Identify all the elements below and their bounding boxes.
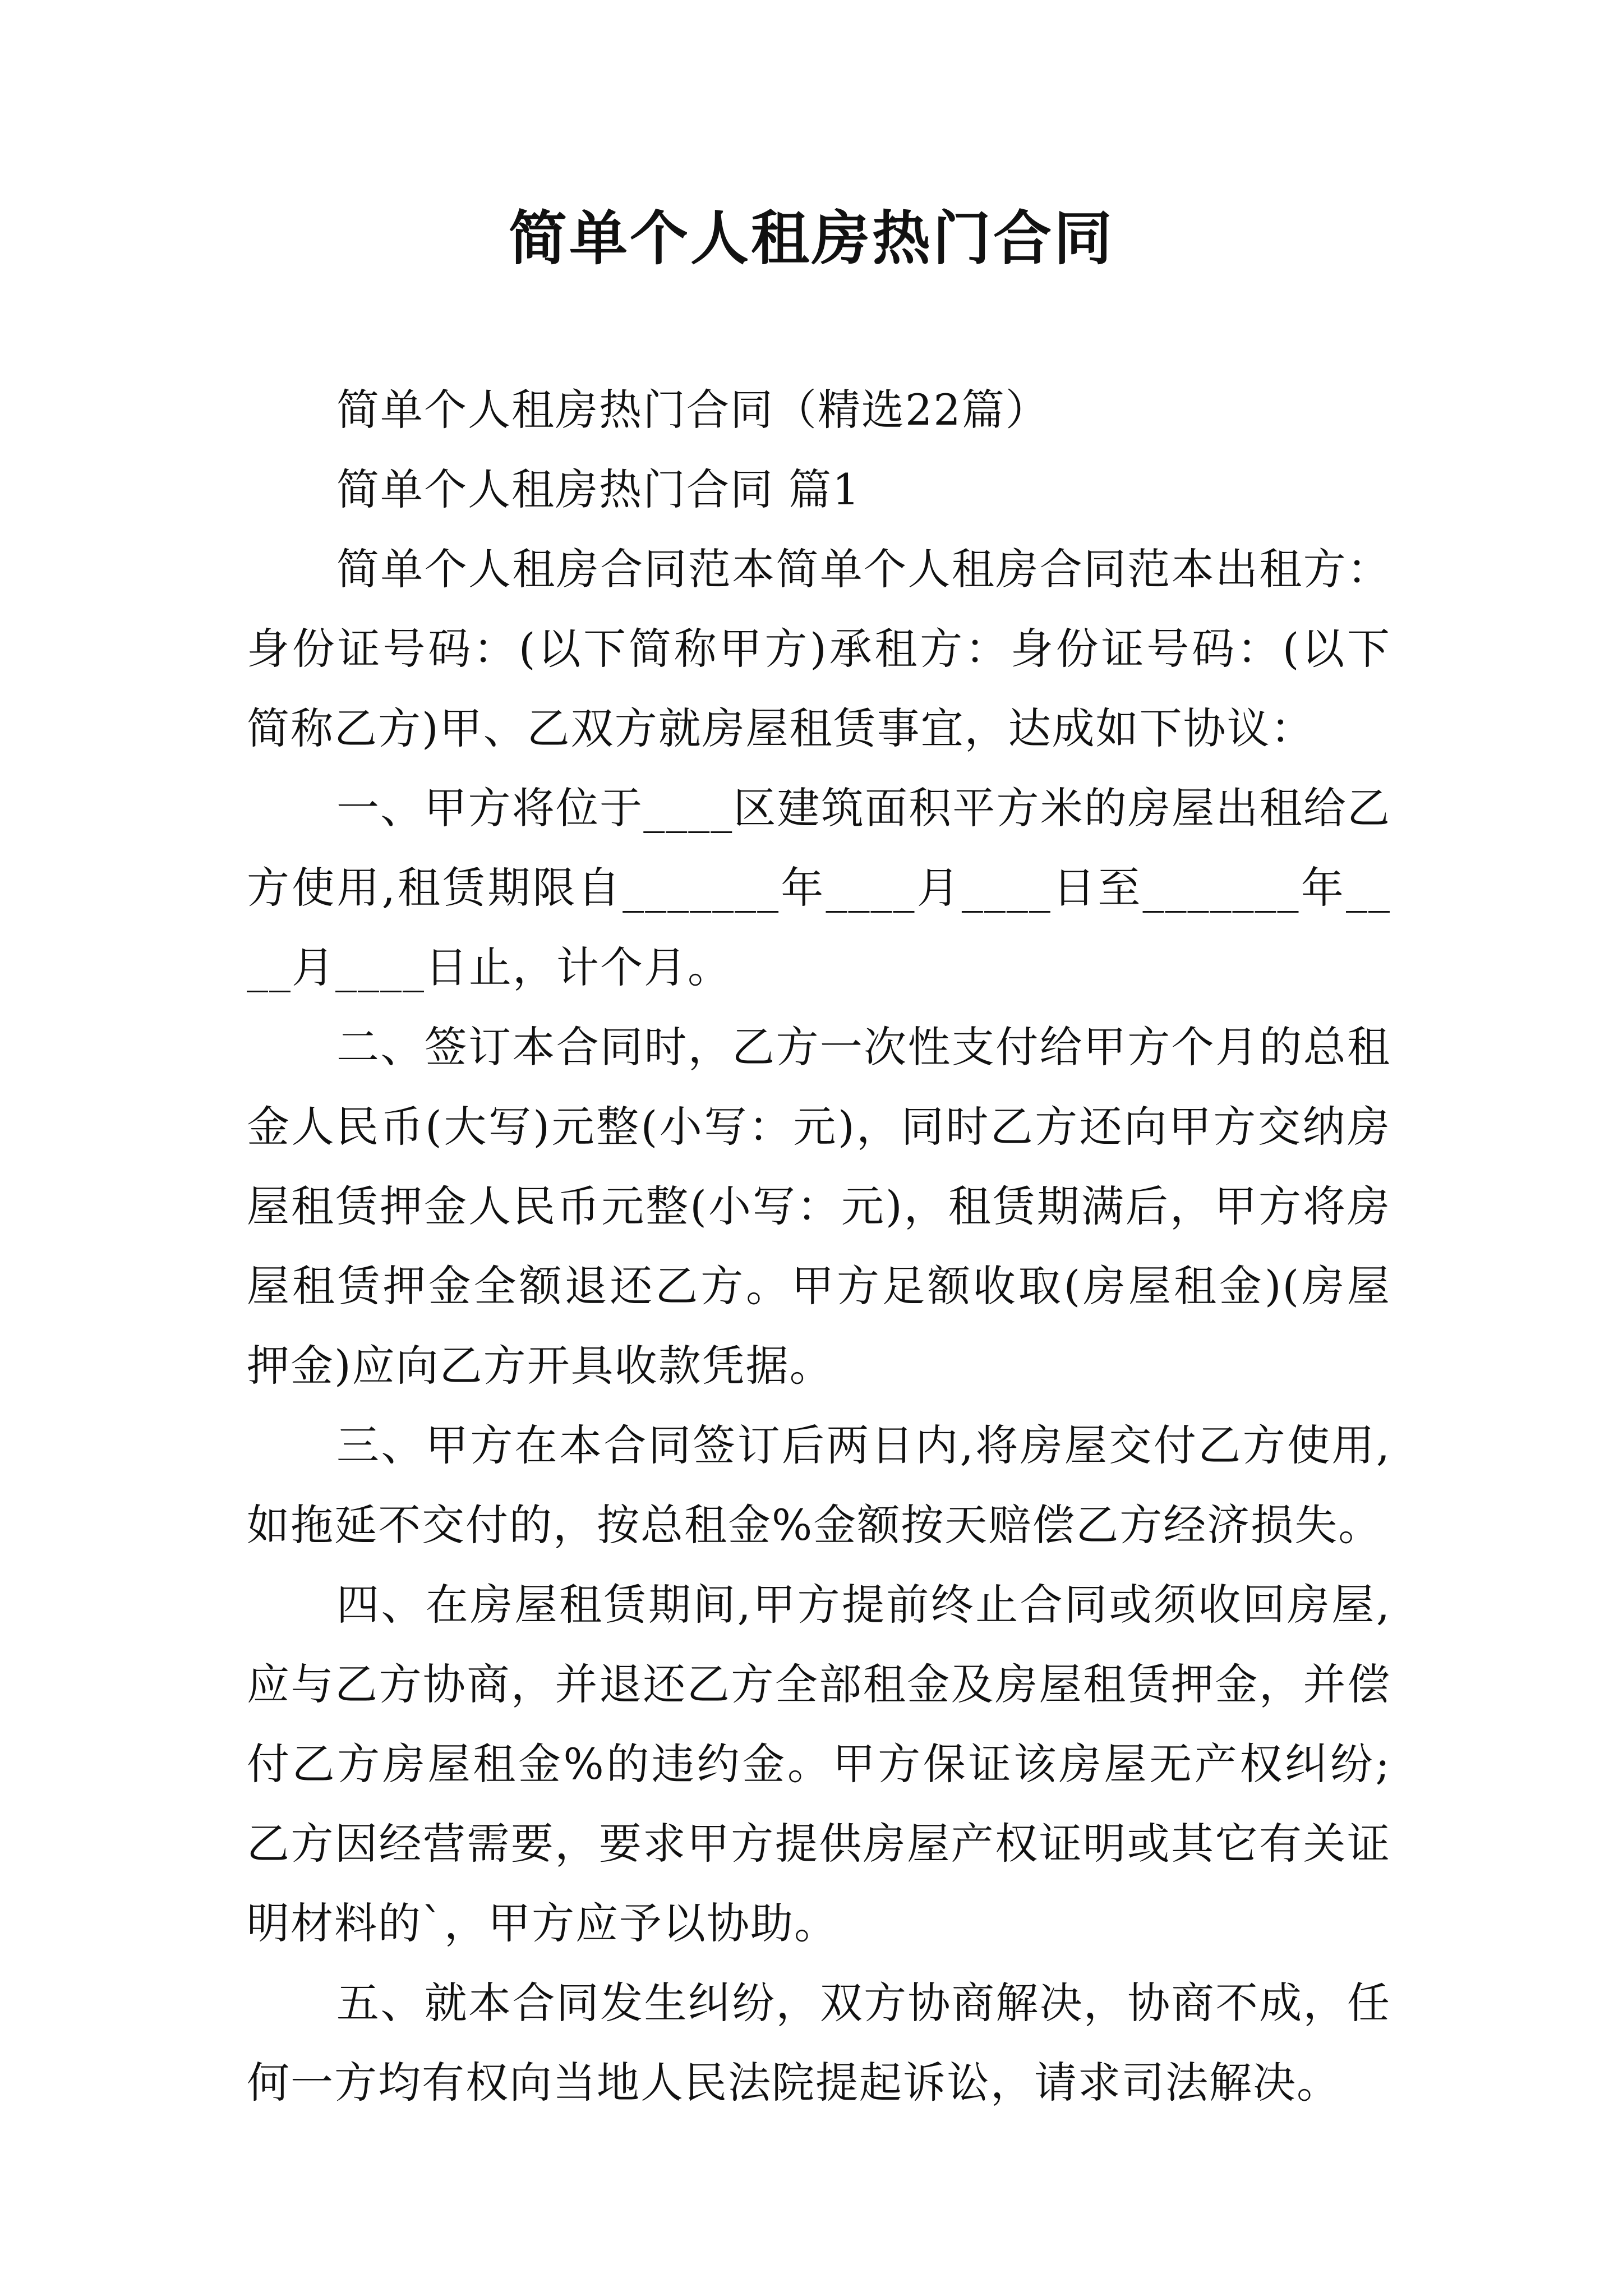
paragraph-preamble: 简单个人租房合同范本简单个人租房合同范本出租方：身份证号码：(以下简称甲方)承租方：身份证号码：(以下简称乙方)甲、乙双方就房屋租赁事宜，达成如下协议： [247, 544, 1391, 753]
paragraph-section-heading: 简单个人租房热门合同 篇1 [336, 464, 861, 514]
document-title: 简单个人租房热门合同 [508, 204, 1114, 273]
paragraph-clause-1: 一、甲方将位于____区建筑面积平方米的房屋出租给乙方使用,租赁期限自_______年____月____日至_______年____月____日止，计个月。 [247, 783, 1391, 992]
paragraph-clause-3: 三、甲方在本合同签订后两日内,将房屋交付乙方使用,如拖延不交付的，按总租金%金额按天赔偿乙方经济损失。 [247, 1420, 1391, 1550]
paragraph-clause-5: 五、就本合同发生纠纷，双方协商解决，协商不成，任何一方均有权向当地人民法院提起诉讼，请求司法解决。 [247, 1978, 1391, 2108]
paragraph-subtitle: 简单个人租房热门合同（精选22篇） [336, 385, 1049, 435]
document-body [247, 370, 1391, 2123]
paragraph-clause-4: 四、在房屋租赁期间,甲方提前终止合同或须收回房屋,应与乙方协商，并退还乙方全部租金及房屋租赁押金，并偿付乙方房屋租金%的违约金。甲方保证该房屋无产权纠纷;乙方因经营需要，要求甲方提供房屋产权证明或其它有关证明材料的`，甲方应予以协助。 [247, 1580, 1391, 1948]
paragraph-clause-2: 二、签订本合同时，乙方一次性支付给甲方个月的总租金人民币(大写)元整(小写：元)，同时乙方还向甲方交纳房屋租赁押金人民币元整(小写：元)，租赁期满后，甲方将房屋租赁押金全额退还乙方。甲方足额收取(房屋租金)(房屋押金)应向乙方开具收款凭据。 [247, 1022, 1391, 1391]
